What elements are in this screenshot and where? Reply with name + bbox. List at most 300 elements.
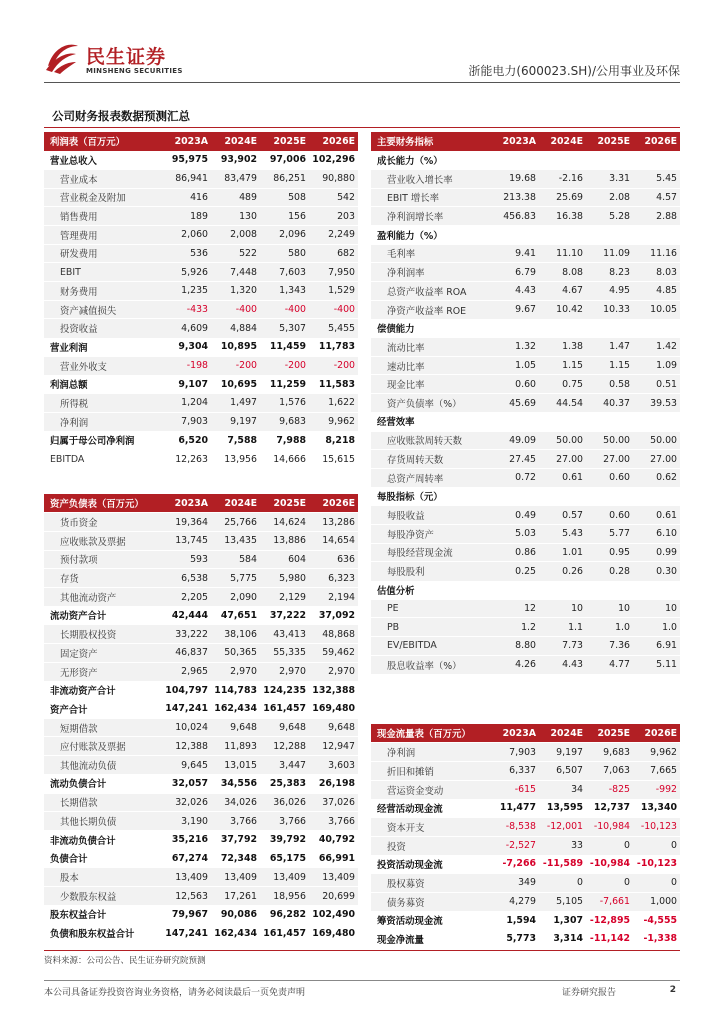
cell-value: 48,868 [309, 625, 358, 644]
cell-value: 161,457 [260, 700, 309, 719]
data-source-note: 资料来源：公司公告、民生证券研究院预测 [44, 956, 206, 966]
cell-value: 189 [162, 207, 211, 226]
table-row [371, 780, 680, 799]
cell-value: 11,893 [211, 737, 260, 756]
row-label: 营业外收支 [44, 356, 162, 375]
row-label: 存货周转天数 [371, 450, 492, 469]
table-row [44, 718, 358, 737]
cell-value: 4.77 [586, 655, 633, 674]
cell-value: 10,895 [211, 338, 260, 357]
cell-value: 13,745 [162, 531, 211, 550]
table-row [44, 531, 358, 550]
cell-value: 7,988 [260, 431, 309, 450]
cell-value: 27.00 [633, 450, 680, 469]
cell-value: 13,340 [633, 799, 680, 818]
cell-value: 37,222 [260, 606, 309, 625]
cell-value: 15,615 [309, 450, 358, 469]
table-row [44, 319, 358, 338]
table-row [371, 412, 680, 431]
cell-value: 0.25 [492, 562, 539, 581]
cell-value: 83,479 [211, 169, 260, 188]
row-label: 其他流动负债 [44, 756, 162, 775]
table-title: 资产负债表（百万元） [44, 494, 162, 513]
cell-value: 456.83 [492, 207, 539, 226]
column-header: 2026E [633, 132, 680, 151]
row-label: 非流动资产合计 [44, 681, 162, 700]
cell-value: 33,222 [162, 625, 211, 644]
cell-value: 42,444 [162, 606, 211, 625]
cell-value: 2,060 [162, 225, 211, 244]
row-label: 现金净流量 [371, 930, 492, 949]
cell-value: 3,766 [309, 812, 358, 831]
table-row [371, 151, 680, 170]
row-label: PB [371, 618, 492, 637]
cell-value: 0.49 [492, 506, 539, 525]
income-statement-table [44, 132, 358, 468]
table-row [371, 911, 680, 930]
row-label: EV/EBITDA [371, 637, 492, 656]
row-label: 净利润增长率 [371, 207, 492, 226]
cell-value: 12 [492, 599, 539, 618]
table-row [44, 450, 358, 469]
row-label: 长期借款 [44, 793, 162, 812]
table-row [44, 550, 358, 569]
cell-value: 124,235 [260, 681, 309, 700]
table-row [44, 868, 358, 887]
cell-value: 66,991 [309, 849, 358, 868]
cell-value: 1.15 [586, 356, 633, 375]
column-header: 2025E [260, 494, 309, 513]
cell-value: 5,307 [260, 319, 309, 338]
cell-value: 1,622 [309, 394, 358, 413]
cell-value: 14,654 [309, 531, 358, 550]
cell-value: 6,337 [492, 761, 539, 780]
logo [44, 40, 194, 80]
cell-value: 0 [539, 874, 586, 893]
cell-value: 10,695 [211, 375, 260, 394]
table-row [371, 468, 680, 487]
cell-value: 0.61 [539, 468, 586, 487]
cell-value: 18,956 [260, 886, 309, 905]
cell-value: 90,086 [211, 905, 260, 924]
row-label: EBIT 增长率 [371, 188, 492, 207]
cell-value: 1.32 [492, 338, 539, 357]
cell-value: 536 [162, 244, 211, 263]
cell-value: 40.37 [586, 394, 633, 413]
cell-value: 2,970 [260, 662, 309, 681]
cell-value: 11,477 [492, 799, 539, 818]
cell-value: 104,797 [162, 681, 211, 700]
cell-value: -400 [260, 300, 309, 319]
table-row [371, 356, 680, 375]
cell-value: 6.79 [492, 263, 539, 282]
footer-report-type: 证券研究报告 [562, 988, 617, 998]
cell-value: 37,092 [309, 606, 358, 625]
table-row [371, 431, 680, 450]
cell-value: -7,661 [586, 892, 633, 911]
cell-value: 11.09 [586, 244, 633, 263]
table-row [44, 394, 358, 413]
footer-disclaimer: 本公司具备证券投资咨询业务资格，请务必阅读最后一页免责声明 [44, 988, 306, 998]
column-header: 2026E [309, 494, 358, 513]
row-label: 折旧和摊销 [371, 761, 492, 780]
cell-value: 0.60 [586, 506, 633, 525]
cell-value: 3,190 [162, 812, 211, 831]
cell-value: 132,388 [309, 681, 358, 700]
table-title: 现金流量表（百万元） [371, 724, 492, 743]
cell-value: 97,006 [260, 151, 309, 170]
cell-value: 682 [309, 244, 358, 263]
cell-value: 1.1 [539, 618, 586, 637]
table-title: 主要财务指标 [371, 132, 492, 151]
cell-value: 11,259 [260, 375, 309, 394]
cell-value: 4.57 [633, 188, 680, 207]
row-label: 资产负债率（%） [371, 394, 492, 413]
row-label: 其他长期负债 [44, 812, 162, 831]
footer-divider [44, 980, 680, 981]
cell-value: 2.08 [586, 188, 633, 207]
row-label: 每股股利 [371, 562, 492, 581]
cell-value: -10,123 [633, 817, 680, 836]
cell-value: 9,683 [586, 743, 633, 762]
column-header: 2024E [539, 724, 586, 743]
cell-value: 12,388 [162, 737, 211, 756]
cell-value: 3,766 [211, 812, 260, 831]
cell-value: -1,338 [633, 930, 680, 949]
row-label: 股东权益合计 [44, 905, 162, 924]
column-header: 2024E [211, 494, 260, 513]
row-label: 经营活动现金流 [371, 799, 492, 818]
cell-value: 45.69 [492, 394, 539, 413]
row-label: 营业成本 [44, 169, 162, 188]
cell-value: 0.62 [633, 468, 680, 487]
cell-value: 9,683 [260, 412, 309, 431]
row-label: 净资产收益率 ROE [371, 300, 492, 319]
cell-value: -7,266 [492, 855, 539, 874]
cell-value: 114,783 [211, 681, 260, 700]
table-row [44, 356, 358, 375]
row-label: 净利润 [371, 743, 492, 762]
row-label: 固定资产 [44, 644, 162, 663]
cell-value: 5,980 [260, 569, 309, 588]
cell-value: 1.42 [633, 338, 680, 357]
minsheng-logo-icon [44, 40, 80, 74]
table-row [371, 892, 680, 911]
row-label: 资产合计 [44, 700, 162, 719]
table-row [44, 905, 358, 924]
cell-value: 0.95 [586, 543, 633, 562]
cell-value: 11.10 [539, 244, 586, 263]
cell-value: 16.38 [539, 207, 586, 226]
table-row [44, 625, 358, 644]
row-label: 非流动负债合计 [44, 830, 162, 849]
cell-value: 2,205 [162, 587, 211, 606]
table-row [44, 756, 358, 775]
cell-value: 34,026 [211, 793, 260, 812]
table-row [44, 700, 358, 719]
row-label: 营业税金及附加 [44, 188, 162, 207]
cell-value: 2,096 [260, 225, 309, 244]
cell-value: 44.54 [539, 394, 586, 413]
cell-value: 508 [260, 188, 309, 207]
table-row [371, 618, 680, 637]
cell-value: 17,261 [211, 886, 260, 905]
cell-value: 11,783 [309, 338, 358, 357]
row-label: 归属于母公司净利润 [44, 431, 162, 450]
cell-value: 13,956 [211, 450, 260, 469]
cell-value: 5.77 [586, 524, 633, 543]
cell-value: 6,538 [162, 569, 211, 588]
cell-value: 39.53 [633, 394, 680, 413]
cell-value: 0.57 [539, 506, 586, 525]
cell-value: 4.26 [492, 655, 539, 674]
row-label: 营业收入增长率 [371, 169, 492, 188]
cell-value: 8.08 [539, 263, 586, 282]
cell-value: 5,455 [309, 319, 358, 338]
cell-value: 12,263 [162, 450, 211, 469]
cell-value: 4.95 [586, 282, 633, 301]
cell-value: 35,216 [162, 830, 211, 849]
table-row [371, 450, 680, 469]
cell-value: 8.03 [633, 263, 680, 282]
row-label: 流动负债合计 [44, 774, 162, 793]
table-row [44, 188, 358, 207]
row-label: 所得税 [44, 394, 162, 413]
cell-value: 1.47 [586, 338, 633, 357]
row-label: PE [371, 599, 492, 618]
cell-value: 1.38 [539, 338, 586, 357]
row-label: 无形资产 [44, 662, 162, 681]
cell-value: 1.0 [586, 618, 633, 637]
table-row [371, 761, 680, 780]
cell-value: 34,556 [211, 774, 260, 793]
cell-value: 2,008 [211, 225, 260, 244]
cell-value: 1,235 [162, 282, 211, 301]
cell-value: 1,320 [211, 282, 260, 301]
cell-value: 79,967 [162, 905, 211, 924]
cell-value: 162,434 [211, 700, 260, 719]
cell-value: -200 [260, 356, 309, 375]
cell-value: 1,497 [211, 394, 260, 413]
header-divider [44, 82, 680, 83]
row-label: 营业利润 [44, 338, 162, 357]
row-label: 总资产收益率 ROA [371, 282, 492, 301]
column-header: 2025E [260, 132, 309, 151]
cell-value: 584 [211, 550, 260, 569]
cell-value: 27.00 [539, 450, 586, 469]
row-label: 流动比率 [371, 338, 492, 357]
cell-value [586, 581, 633, 600]
cell-value: 7,665 [633, 761, 680, 780]
cell-value: 349 [492, 874, 539, 893]
cell-value: 7.73 [539, 637, 586, 656]
cell-value: 4.67 [539, 282, 586, 301]
row-label: 货币资金 [44, 513, 162, 532]
row-label: 长期股权投资 [44, 625, 162, 644]
cell-value [492, 487, 539, 506]
title-divider [44, 127, 680, 128]
cell-value: 32,026 [162, 793, 211, 812]
cell-value: 46,837 [162, 644, 211, 663]
cell-value: 4,884 [211, 319, 260, 338]
cell-value: 25,383 [260, 774, 309, 793]
table-row [44, 375, 358, 394]
cell-value: 9,648 [309, 718, 358, 737]
table-row [371, 543, 680, 562]
stock-info: 浙能电力(600023.SH)/公用事业及环保 [468, 64, 680, 78]
column-header: 2023A [492, 724, 539, 743]
cell-value: 11.16 [633, 244, 680, 263]
cell-value: 0.75 [539, 375, 586, 394]
cell-value: 6.10 [633, 524, 680, 543]
row-label: 净利润 [44, 412, 162, 431]
cell-value: 5,775 [211, 569, 260, 588]
row-label: 偿债能力 [371, 319, 492, 338]
row-label: 投资收益 [44, 319, 162, 338]
cell-value [492, 319, 539, 338]
table-row [371, 581, 680, 600]
cell-value: 20,699 [309, 886, 358, 905]
cell-value: 95,975 [162, 151, 211, 170]
cell-value: 10,024 [162, 718, 211, 737]
cell-value: 13,015 [211, 756, 260, 775]
cell-value: 7.36 [586, 637, 633, 656]
cell-value: -10,123 [633, 855, 680, 874]
cell-value: 12,288 [260, 737, 309, 756]
cell-value: 489 [211, 188, 260, 207]
cell-value: 59,462 [309, 644, 358, 663]
row-label: 股息收益率（%） [371, 655, 492, 674]
cell-value: 36,026 [260, 793, 309, 812]
cell-value: 1,307 [539, 911, 586, 930]
row-label: 营业总收入 [44, 151, 162, 170]
table-row [44, 225, 358, 244]
cell-value: 10 [586, 599, 633, 618]
cell-value: 25,766 [211, 513, 260, 532]
row-label: 股本 [44, 868, 162, 887]
cell-value [492, 581, 539, 600]
row-label: 资本开支 [371, 817, 492, 836]
cell-value: 6,507 [539, 761, 586, 780]
cell-value: 13,409 [309, 868, 358, 887]
cell-value: 9,107 [162, 375, 211, 394]
cell-value: 0.60 [586, 468, 633, 487]
cell-value: 9,197 [211, 412, 260, 431]
cell-value: -433 [162, 300, 211, 319]
cell-value: 1,343 [260, 282, 309, 301]
table-row [44, 244, 358, 263]
section-title: 公司财务报表数据预测汇总 [52, 109, 190, 123]
cell-value [539, 319, 586, 338]
cell-value: 0 [586, 874, 633, 893]
table-row [44, 812, 358, 831]
cell-value: 0.26 [539, 562, 586, 581]
cell-value: -8,538 [492, 817, 539, 836]
cell-value: 2,129 [260, 587, 309, 606]
cell-value: 25.69 [539, 188, 586, 207]
table-row [371, 524, 680, 543]
cell-value: -200 [211, 356, 260, 375]
cell-value: 14,666 [260, 450, 309, 469]
cell-value: -400 [211, 300, 260, 319]
cell-value [633, 225, 680, 244]
row-label: 营运资金变动 [371, 780, 492, 799]
cell-value [492, 412, 539, 431]
cell-value [539, 151, 586, 170]
cell-value: 3,447 [260, 756, 309, 775]
balance-sheet-table [44, 494, 358, 943]
cell-value: 213.38 [492, 188, 539, 207]
cell-value: 1,576 [260, 394, 309, 413]
cell-value: 8.80 [492, 637, 539, 656]
table-row [44, 412, 358, 431]
table-row [371, 855, 680, 874]
table-row [44, 793, 358, 812]
cell-value: 5.45 [633, 169, 680, 188]
cell-value: 9,648 [260, 718, 309, 737]
cell-value: -615 [492, 780, 539, 799]
cell-value: 2,970 [309, 662, 358, 681]
cell-value: 7,448 [211, 263, 260, 282]
row-label: 流动资产合计 [44, 606, 162, 625]
table-header-row [371, 132, 680, 151]
cell-value: 65,175 [260, 849, 309, 868]
cell-value: 1.15 [539, 356, 586, 375]
cell-value: 5.43 [539, 524, 586, 543]
table-row [371, 188, 680, 207]
table-row [371, 506, 680, 525]
table-row [371, 817, 680, 836]
column-header: 2026E [633, 724, 680, 743]
table-row [371, 207, 680, 226]
cell-value [586, 487, 633, 506]
table-row [44, 569, 358, 588]
row-label: 筹资活动现金流 [371, 911, 492, 930]
row-label: 负债和股东权益合计 [44, 924, 162, 943]
cell-value: 580 [260, 244, 309, 263]
row-label: 成长能力（%） [371, 151, 492, 170]
cell-value: 49.09 [492, 431, 539, 450]
cell-value: 0.51 [633, 375, 680, 394]
row-label: 股权募资 [371, 874, 492, 893]
row-label: 其他流动资产 [44, 587, 162, 606]
cell-value: 27.45 [492, 450, 539, 469]
cell-value: 13,409 [260, 868, 309, 887]
cell-value: 0.99 [633, 543, 680, 562]
row-label: EBIT [44, 263, 162, 282]
row-label: EBITDA [44, 450, 162, 469]
table-row [44, 644, 358, 663]
table-row [371, 930, 680, 949]
cell-value: 10.33 [586, 300, 633, 319]
cell-value: 37,026 [309, 793, 358, 812]
cell-value: 9.41 [492, 244, 539, 263]
cell-value: 0.61 [633, 506, 680, 525]
cell-value: 2.88 [633, 207, 680, 226]
table-row [44, 737, 358, 756]
cell-value: 50,365 [211, 644, 260, 663]
cell-value: 10 [539, 599, 586, 618]
table-row [44, 207, 358, 226]
row-label: 应付账款及票据 [44, 737, 162, 756]
table-row [44, 338, 358, 357]
table-header-row [44, 494, 358, 513]
row-label: 资产减值损失 [44, 300, 162, 319]
cell-value: 32,057 [162, 774, 211, 793]
cell-value: -2.16 [539, 169, 586, 188]
cell-value: 130 [211, 207, 260, 226]
cell-value: 72,348 [211, 849, 260, 868]
